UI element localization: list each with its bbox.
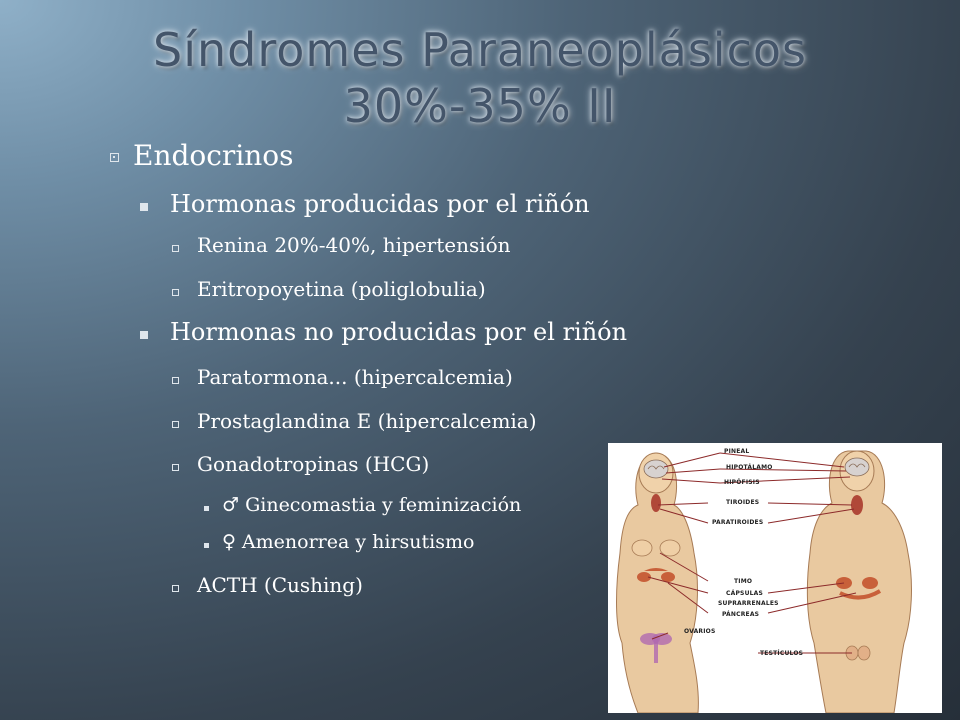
endocrine-anatomy-figure bbox=[608, 443, 942, 713]
bullet-marker-l2 bbox=[140, 331, 148, 339]
label-paratiroides: PARATIROIDES bbox=[712, 519, 764, 526]
label-pancreas: PÁNCREAS bbox=[722, 611, 760, 618]
label-tiroides: TIROIDES bbox=[726, 499, 760, 506]
list-item: Endocrinos bbox=[133, 139, 294, 172]
list-item: Gonadotropinas (HCG) bbox=[197, 452, 430, 476]
bullet-marker-l4 bbox=[204, 543, 209, 548]
bullet-marker-l3 bbox=[172, 289, 179, 296]
label-suprarrenales: SUPRARRENALES bbox=[718, 600, 779, 607]
bullet-marker-l4 bbox=[204, 506, 209, 511]
label-hipotalamo: HIPOTÁLAMO bbox=[726, 464, 773, 471]
label-pineal: PINEAL bbox=[724, 448, 750, 455]
title-line-2: 30%-35% II bbox=[343, 79, 617, 133]
list-item: ♂ Ginecomastia y feminización bbox=[222, 494, 522, 516]
list-item: Prostaglandina E (hipercalcemia) bbox=[197, 409, 537, 433]
list-item: Eritropoyetina (poliglobulia) bbox=[197, 277, 486, 301]
list-item: Hormonas no producidas por el riñón bbox=[170, 318, 628, 346]
label-ovarios: OVARIOS bbox=[684, 628, 716, 635]
bullet-marker-l3 bbox=[172, 585, 179, 592]
label-testiculos: TESTÍCULOS bbox=[760, 650, 804, 657]
label-timo: TIMO bbox=[734, 578, 753, 585]
list-item: Paratormona... (hipercalcemia) bbox=[197, 365, 513, 389]
bullet-marker-l3 bbox=[172, 464, 179, 471]
list-item: ACTH (Cushing) bbox=[197, 573, 363, 597]
list-item: ♀ Amenorrea y hirsutismo bbox=[222, 531, 475, 553]
label-hipofisis: HIPÓFISIS bbox=[724, 479, 760, 486]
slide-title bbox=[0, 22, 960, 134]
bullet-marker-l3 bbox=[172, 377, 179, 384]
bullet-marker-l2 bbox=[140, 203, 148, 211]
bullet-marker-l3 bbox=[172, 421, 179, 428]
title-line-1: Síndromes Paraneoplásicos bbox=[153, 23, 807, 77]
bullet-marker-l3 bbox=[172, 245, 179, 252]
endocrine-anatomy-illustration bbox=[608, 443, 942, 713]
list-item: Renina 20%-40%, hipertensión bbox=[197, 233, 511, 257]
figure-labels bbox=[684, 448, 803, 657]
label-capsulas: CÁPSULAS bbox=[726, 590, 764, 597]
male-figure bbox=[807, 451, 911, 713]
list-item: Hormonas producidas por el riñón bbox=[170, 190, 590, 218]
bullet-marker-l1 bbox=[110, 153, 119, 162]
female-figure bbox=[617, 453, 699, 713]
